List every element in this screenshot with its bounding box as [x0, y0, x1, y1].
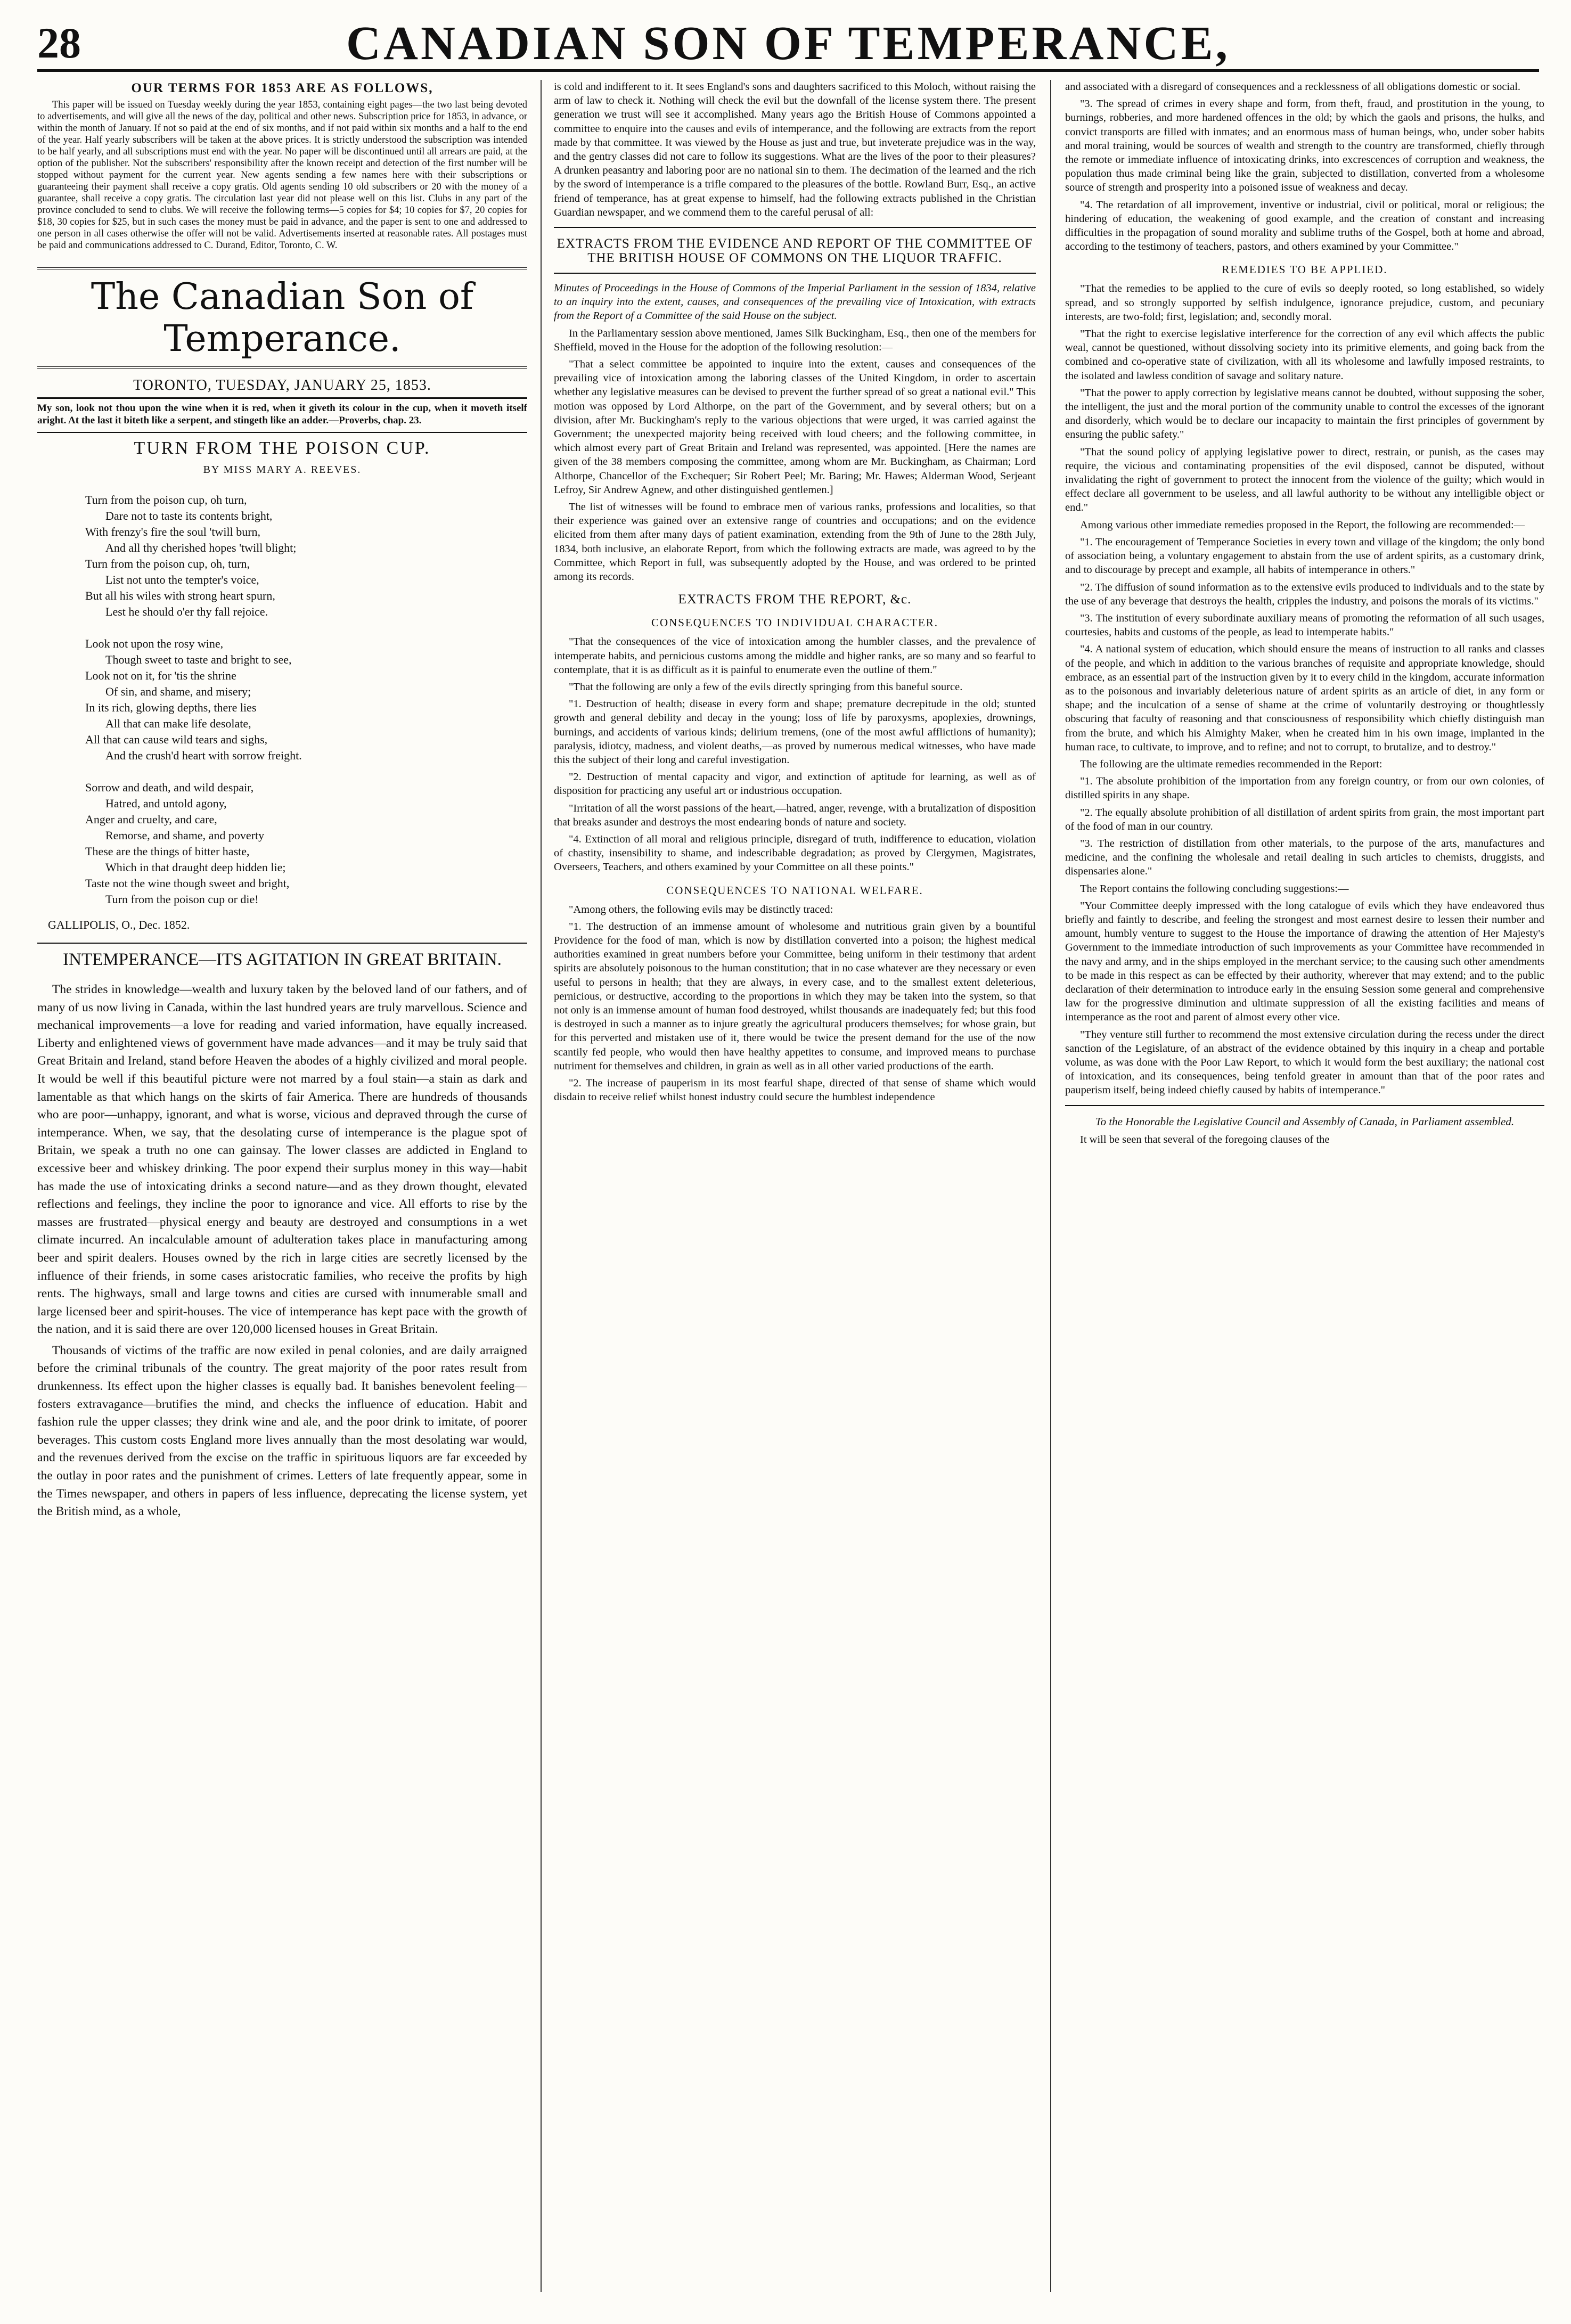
paragraph: Among various other immediate remedies proposed in the Report, the following are recommended:—	[1080, 519, 1525, 531]
paragraph: "4. Extinction of all moral and religious principle, disregard of truth, indifference to education, violation of chastity, insensibility to shame, and indescribable degradation; as proved by Clergymen, Magistrates, Overseers, Teachers, and others examined by your Committee on all these points."	[554, 833, 1036, 873]
paragraph: "3. The restriction of distillation from other materials, to the purpose of the arts, manufactures and medicine, and the confining the wholesale and retail dealing in such articles to chemists, druggists, and dispensaries alone."	[1065, 837, 1544, 878]
paragraph: The list of witnesses will be found to embrace men of various ranks, professions and localities, so that their experience was gained over an extensive range of countries and occupations; and on the evidence elicited from them after many days of patient examination, extending from the 9th of June to the 28th July, 1834, both inclusive, an elaborate Report, from which the following extracts are made, was agreed to by the Committee, which Report in full, was subsequently adopted by the House, and was ordered to be printed among its records.	[554, 501, 1036, 583]
poem-line: Turn from the poison cup or die!	[105, 893, 259, 906]
poem-line: All that can cause wild tears and sighs,	[85, 733, 268, 746]
paragraph: "Among others, the following evils may be distinctly traced:	[569, 903, 833, 915]
poem-line: In its rich, glowing depths, there lies	[85, 701, 257, 714]
poem-line: Hatred, and untold agony,	[105, 797, 227, 810]
paragraph: "Irritation of all the worst passions of the heart,—hatred, anger, revenge, with a brutalization of disposition that breaks asunder and destroys the most endearing bonds of nature and society.	[554, 802, 1036, 828]
epigraph: My son, look not thou upon the wine when it is red, when it giveth its colour in the cup, when it moveth itself aright. At the last it biteth like a serpent, and stingeth like an adder.—Proverbs, chap. 23.	[37, 403, 527, 426]
dedication: To the Honorable the Legislative Council and Assembly of Canada, in Parliament assembled.	[1095, 1115, 1515, 1128]
poem-line: Remorse, and shame, and poverty	[105, 829, 265, 842]
extracts-heading: EXTRACTS FROM THE EVIDENCE AND REPORT OF THE COMMITTEE OF THE BRITISH HOUSE OF COMMONS ON THE LIQUOR TRAFFIC.	[557, 236, 1033, 266]
paragraph: "2. The equally absolute prohibition of all distillation of ardent spirits from grain, the most important part of the food of man in our country.	[1065, 806, 1544, 832]
article-continuation: is cold and indifferent to it. It sees England's sons and daughters sacrificed to this Moloch, without raising the arm of law to check it. Nothing will check the evil but the downfall of the license system there. The present generation we trust will see it accomplished. Many years ago the British House of Commons appointed a committee to enquire into the causes and evils of intemperance, and the following are extracts from the report made by that committee. It was viewed by the House as just and true, but inveterate prejudice was in the way, and the gentry classes did not care to follow its suggestions. What are the lives of the poor to their pleasures? A drunken peasantry and laboring poor are no national sin to them. The decimation of the learned and the rich by the sword of intemperance is a trifle compared to the pleasures of the bottle. Rowland Burr, Esq., an active friend of temperance, has at great expense to himself, had the following extracts published in the Christian Guardian newspaper, and we commend them to the careful perusal of all:	[554, 81, 1036, 218]
paragraph: "That the right to exercise legislative interference for the correction of any evil which affects the public weal, cannot be questioned, without dissolving society into its primitive elements, and going back from the combined and co-operative state of civilization, with all its wholesome and lawfully imposed restraints, to the isolated and lawless condition of savage and solitary nature.	[1065, 328, 1544, 382]
paragraph: The Report contains the following concluding suggestions:—	[1080, 882, 1349, 895]
poem-line: But all his wiles with strong heart spurn,	[85, 589, 275, 602]
paragraph: "That the power to apply correction by legislative means cannot be doubted, without supposing the sober, the intelligent, the just and the moral portion of the community unable to control the excesses of the ignorant and disorderly, which would be to declare our incapacity to maintain the first principles of government by ensuring the public safety."	[1065, 387, 1544, 441]
poem-line: Though sweet to taste and bright to see,	[105, 653, 292, 666]
paragraph: "3. The spread of crimes in every shape and form, from theft, fraud, and prostitution in the young, to burnings, robberies, and more hardened offences in the old; by which the gaols and prisons, the hulks, and convict transports are filled with inmates; and an enormous mass of human beings, who, under sober habits and moral training, would be sources of wealth and strength to the country are transformed, chiefly through the remote or immediate influence of intoxicating drinks, into excrescences of corruption and weakness, the population thus made criminal being like the grain, subjected to distillation, converted from a wholesome source of strength and prosperity into a poisoned issue of weakness and decay.	[1065, 98, 1544, 194]
divider	[554, 273, 1036, 274]
page-number: 28	[37, 19, 81, 67]
paragraph: "2. Destruction of mental capacity and vigor, and extinction of aptitude for learning, as well as of disposition for practicing any useful art or industrious occupation.	[554, 771, 1036, 797]
report-heading: EXTRACTS FROM THE REPORT, &c.	[678, 592, 912, 607]
poem-stanza	[85, 780, 527, 907]
dateline: TORONTO, TUESDAY, JANUARY 25, 1853.	[37, 374, 527, 399]
poem-byline: BY MISS MARY A. REEVES.	[203, 464, 362, 476]
poem-line: With frenzy's fire the soul 'twill burn,	[85, 525, 261, 538]
paragraph: "Your Committee deeply impressed with the long catalogue of evils which they have endeavored thus briefly and faintly to describe, and feeling the strongest and most earnest desire to lessen their number and amount, humbly venture to suggest to the House the importance of drawing the attention of Her Majesty's Government to the immediate introduction of such improvements as your Committee have recommended in the navy and army, and in the ships employed in the merchant service; to the causing such other amendments to be made in this respect as can be effected by their authority, wherever that may extend; and to the public declaration of their determination to introduce early in the ensuing Session some general and comprehensive law for the progressive diminution and ultimate suppression of all the existing facilities and means of intemperance as the root and parent of almost every other vice.	[1065, 899, 1544, 1024]
poem-stanza	[85, 636, 527, 764]
paragraph: In the Parliamentary session above mentioned, James Silk Buckingham, Esq., then one of the members for Sheffield, moved in the House for the adoption of the following resolution:—	[554, 327, 1036, 353]
poem-line: And the crush'd heart with sorrow freight.	[105, 749, 302, 762]
publication-title: CANADIAN SON OF TEMPERANCE,	[346, 17, 1231, 70]
paragraph: "1. Destruction of health; disease in every form and shape; premature decrepitude in the old; stunted growth and general debility and decay in the young; loss of life by paroxysms, apoplexies, drownings, burnings, and accidents of various kinds; delirium tremens, (one of the most awful afflictions of humanity); paralysis, idiotcy, madness, and violent deaths,—as proved by numerous medical witnesses, who have made this the subject of their long and careful investigation.	[554, 698, 1036, 766]
paragraph: "1. The destruction of an immense amount of wholesome and nutritious grain given by a bountiful Providence for the food of man, which is now by distillation converted into a poison; the highest medical authorities examined in great numbers before your Committee, being uniform in their testimony that ardent spirits are absolutely poisonous to the human constitution; that in no case whatever are they necessary or even useful to persons in health; that they are always, in every case, and to the smallest extent deleterious, pernicious, or destructive, according to the proportions in which they may be taken into the system, so that not only is an immense amount of human food destroyed, whilst thousands are inadequately fed; but this food is destroyed in such a manner as to injure greatly the agricultural producers themselves; for whose grain, but for this perverted and mistaken use of it, there would be twice the present demand for the use of the now scantily fed people, who would then have healthy appetites to consume, and improved means to purchase nutriment for themselves and children, in grain as well as in all other varied productions of the earth.	[554, 920, 1036, 1072]
paragraph: "That the remedies to be applied to the cure of evils so deeply rooted, so long established, so widely spread, and so strongly supported by selfish indulgence, ignorance prejudice, custom, and pecuniary interests, are two-fold; first, legislation; and, secondly moral.	[1065, 283, 1544, 323]
poem-line: Sorrow and death, and wild despair,	[85, 781, 254, 794]
column-1	[37, 80, 527, 2292]
paragraph: "2. The diffusion of sound information as to the extensive evils produced to individuals and to the state by the use of any beverage that destroys the health, cripples the industry, and poisons the morals of its victims."	[1065, 581, 1544, 607]
paragraph: "1. The encouragement of Temperance Societies in every town and village of the kingdom; the only bond of association being, a voluntary engagement to abstain from the use of ardent spirits, as a customary drink, and to discourage by precept and example, all habits of intemperance in others."	[1065, 536, 1544, 576]
paragraph: "That the consequences of the vice of intoxication among the humbler classes, and the prevalence of intemperate habits, and pernicious customs among the middle and higher ranks, are so many and so fearful to contemplate, that it is as difficult as it is painful to enumerate even the outline of them."	[554, 636, 1036, 676]
paper-name: The Canadian Son of Temperance.	[37, 267, 527, 369]
poem-line: Which in that draught deep hidden lie;	[105, 861, 286, 874]
paragraph: "2. The increase of pauperism in its most fearful shape, directed of that sense of shame which would disdain to receive relief whilst honest industry could secure the humblest independence	[554, 1077, 1036, 1103]
poem-stanza	[85, 492, 527, 620]
paragraph: "3. The institution of every subordinate auxiliary means of promoting the reformation of all such usages, courtesies, habits and customs of the people, as lead to intemperate habits."	[1065, 612, 1544, 639]
poem-line: List not unto the tempter's voice,	[105, 573, 259, 586]
minutes-paragraph: Minutes of Proceedings in the House of Commons of the Imperial Parliament in the session of 1834, relative to an inquiry into the extent, causes, and consequences of the prevailing vice of Intoxication, with extracts from the Report of a Committee of the said House on the subject.	[554, 282, 1036, 322]
poem-line: Taste not the wine though sweet and bright,	[85, 877, 290, 890]
paragraph: "They venture still further to recommend the most extensive circulation during the recess under the direct sanction of the Legislature, of an abstract of the evidence obtained by this inquiry in a cheap and portable volume, as was done with the Poor Law Report, to which it would form the best auxiliary; the national cost of intoxication, and its consequences, being tenfold greater in amount than that of the poor rates and pauperism itself, being indeed chiefly caused by habits of intemperance."	[1065, 1028, 1544, 1096]
divider	[554, 227, 1036, 228]
article-paragraph: The strides in knowledge—wealth and luxury taken by the beloved land of our fathers, and of many of us now living in Canada, within the last hundred years are truly marvellous. Science and mechanical improvements—a love for reading and varied information, have equally increased. Liberty and enlightened views of government have made advances—and it may be truly said that Great Britain and Ireland, stand before Heaven the abodes of a highly civilized and moral people. It would be well if this beautiful picture were not marred by a foul stain—a stain as dark and lamentable as that which hangs on the skirts of fair America. There are hundreds of thousands who are poor—unhappy, ignorant, and what is worse, vicious and depraved through the curse of intemperance. When, we say, that the desolating curse of intemperance is the plague spot of Britain, we speak a truth no one can gainsay. The lower classes are addicted in England to excessive beer and whiskey drinking. The poor expend their surplus money in this way—habit has made the use of intoxicating drinks a second nature—and as they drown thought, elevated reflections and feelings, they incline the poor to ignorance and vice. All efforts to rise by the masses are frustrated—physical energy and beauty are destroyed and consumptions in a wet climate incurred. An incalculable amount of adulteration takes place in manufacturing among beer and spirit dealers. Houses owned by the rich in large cities are secretly licensed by the influence of their friends, in some cases aristocratic families, who receive the profits by high rents. The highways, small and large towns and cities are cursed with innumerable small and large licensed beer and spirit-houses. The vice of intemperance has kept pace with the growth of the nation, and it is said there are over 120,000 licensed houses in Great Britain.	[37, 983, 527, 1337]
poem-place: GALLIPOLIS, O., Dec. 1852.	[48, 918, 190, 931]
poem-line: Turn from the poison cup, oh, turn,	[85, 557, 250, 570]
paragraph: "That the following are only a few of the evils directly springing from this baneful source.	[569, 681, 963, 693]
poem-line: Anger and cruelty, and care,	[85, 813, 217, 826]
poem-line: Of sin, and shame, and misery;	[105, 685, 251, 698]
poem-line: Dare not to taste its contents bright,	[105, 509, 273, 522]
poem-line: Turn from the poison cup, oh turn,	[85, 493, 247, 506]
section-heading: CONSEQUENCES TO NATIONAL WELFARE.	[666, 883, 923, 897]
poem-line: And all thy cherished hopes 'twill blight;	[105, 541, 297, 554]
article-headline: INTEMPERANCE—ITS AGITATION IN GREAT BRITAIN.	[63, 950, 502, 969]
terms-title: OUR TERMS FOR 1853 ARE AS FOLLOWS,	[131, 81, 433, 95]
divider	[1065, 1105, 1544, 1106]
section-heading: REMEDIES TO BE APPLIED.	[1222, 263, 1388, 276]
poem-line: Look not upon the rosy wine,	[85, 637, 224, 650]
paragraph: "4. A national system of education, which should ensure the means of instruction to all ranks and classes of the people, and which in addition to the various branches of requisite and appropriate knowledge, should embrace, as an essential part of the instruction given by it to every child in the kingdom, accurate information as to the poisonous and invariably deleterious nature of ardent spirits as an article of diet, in any form or shape; and the inculcation of a sense of shame at the crime of voluntarily destroying or thoughtlessly obscuring that faculty of reasoning and that consciousness of responsibility which chiefly distinguish man from the brute, and which his Almighty Maker, when he created him in his own image, implanted in the human race, to cultivate, to improve, and to refine; and not to corrupt, to brutalize, and to destroy."	[1065, 643, 1544, 753]
poem-line: These are the things of bitter haste,	[85, 845, 250, 858]
masthead	[37, 16, 1539, 70]
masthead-rule	[37, 69, 1539, 72]
poem-line: All that can make life desolate,	[105, 717, 251, 730]
paragraph: The following are the ultimate remedies recommended in the Report:	[1080, 758, 1382, 770]
paragraph: and associated with a disregard of consequences and a recklessness of all obligations domestic or social.	[1065, 81, 1521, 93]
section-heading: CONSEQUENCES TO INDIVIDUAL CHARACTER.	[651, 616, 939, 629]
paragraph: "That the sound policy of applying legislative power to direct, restrain, or punish, as the cases may require, the vicious and contaminating propensities of the evil disposed, cannot be disputed, without invalidating the right of government to protect the innocent from the violence of the guilty; which would in effect declare all government to be useless, and all lawful authority to be without any intelligible object or end."	[1065, 446, 1544, 514]
paragraph: It will be seen that several of the foregoing clauses of the	[1080, 1133, 1330, 1145]
column-2	[554, 80, 1036, 2292]
article-paragraph: Thousands of victims of the traffic are now exiled in penal colonies, and are daily arraigned before the criminal tribunals of the country. The great majority of the poor rates result from drunkenness. Its effect upon the higher classes is equally bad. It banishes benevolent feeling—fosters extravagance—brutifies the mind, and checks the influence of education. Habit and fashion rule the upper classes; they drink wine and ale, and the poor drink to imitate, of poorer beverages. This custom costs England more lives annually than the most desolating war would, and the revenues derived from the excise on the traffic in spirituous liquors are far exceeded by the outlay in poor rates and the punishment of crimes. Letters of late frequently appear, some in the Times newspaper, and others in papers of less influence, deprecating the license system, yet the British mind, as a whole,	[37, 1343, 527, 1519]
divider	[37, 432, 527, 433]
terms-text: This paper will be issued on Tuesday weekly during the year 1853, containing eight pages—the two last being devoted to advertisements, and will give all the news of the day, political and other news. Subscription price for 1853, in advance, or within the month of January. If not so paid at the end of six months, and if not paid within six months and a half to the end of the year. Half yearly subscribers will be taken at the above prices. It is strictly understood the subscription was intended to be half yearly, and all subscriptions must end with the year. No paper will be discontinued until all arrears are paid, at the option of the publisher. Not the subscribers' responsibility after the known receipt and detection of the first number will be stopped without payment for the current year. New agents sending a few names here with their subscriptions or guaranteeing their payment shall receive a copy gratis. Old agents sending 10 old subscribers or 20 with the money of a guarantee, shall receive a copy gratis. The circulation last year did not please well on this list. Clubs in any part of the province concluded to send to clubs. We will receive the following terms—5 copies for $4; 10 copies for $7, 20 copies for $18, 30 copies for $25, but in such cases the money must be paid in advance, and the paper is sent to one and addressed to one person in all cases otherwise the offer will not be valid. Advertisements inserted at reasonable rates. All postages must be paid and communications addressed to C. Durand, Editor, Toronto, C. W.	[37, 100, 527, 251]
column-divider	[541, 80, 542, 2292]
poem-line: Look not on it, for 'tis the shrine	[85, 669, 236, 682]
column-divider	[1050, 80, 1051, 2292]
poem-title: TURN FROM THE POISON CUP.	[134, 438, 431, 458]
divider	[37, 943, 527, 944]
paragraph: "4. The retardation of all improvement, inventive or industrial, civil or political, moral or religious; the hindering of education, the weakening of good example, and the creation of constant and increasing difficulties in the propagation of sound morality and sublime truths of the Gospel, both at home and abroad, according to the testimony of teachers, pastors, and others examined by your Committee."	[1065, 199, 1544, 253]
paragraph: "1. The absolute prohibition of the importation from any foreign country, or from our own colonies, of distilled spirits in any shape.	[1065, 775, 1544, 801]
poem-line: Lest he should o'er thy fall rejoice.	[105, 605, 268, 618]
column-3	[1065, 80, 1544, 2292]
paragraph: "That a select committee be appointed to inquire into the extent, causes and consequences of the prevailing vice of intoxication among the laboring classes of the United Kingdom, in order to ascertain whether any legislative measures can be devised to prevent the further spread of so great a national evil." This motion was opposed by Lord Althorpe, on the part of the Government, and by several others; but on a division, after Mr. Buckingham's reply to the various objections that were urged, it was carried against the Government; the unexpected majority being received with loud cheers; and the following committee, in which almost every part of Great Britain and Ireland was represented, was appointed. [Here the names are given of the 38 members composing the committee, among whom are Mr. Buckingham, as Chairman; Lord Althorpe, Chancellor of the Exchequer; Sir Robert Peel; Mr. Baring; Mr. Hawes; Alderman Wood, Serjeant Lefroy, Sir Andrew Agnew, and other distinguished gentlemen.]	[554, 358, 1036, 496]
